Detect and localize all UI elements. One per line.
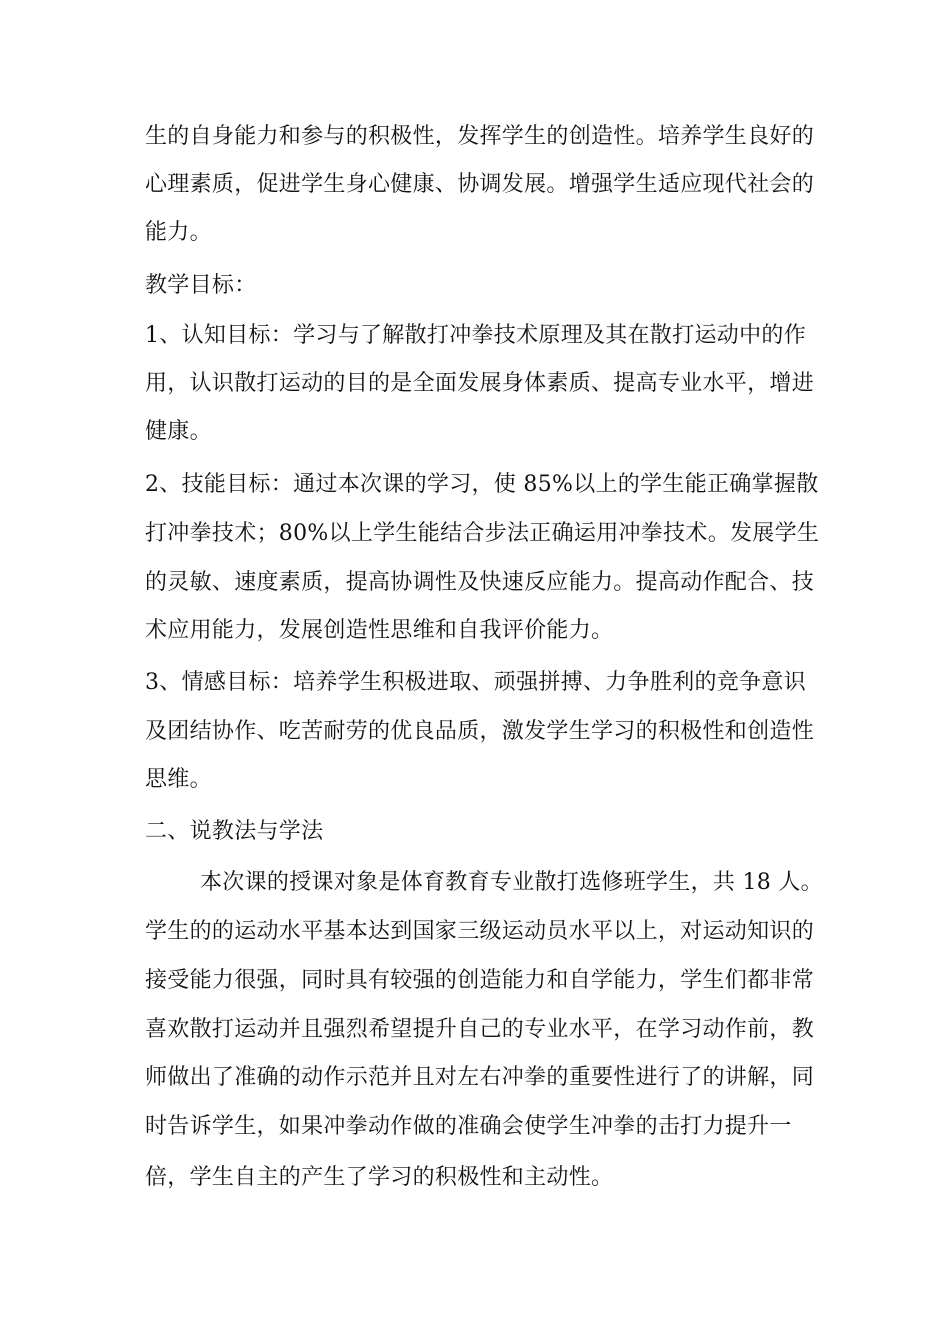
text-line: 本次课的授课对象是体育教育专业散打选修班学生，共 18 人。 bbox=[200, 870, 823, 895]
section-heading-methods: 二、说教法与学法 bbox=[145, 819, 324, 844]
text-line: 2、技能目标：通过本次课的学习，使 85%以上的学生能正确掌握散 bbox=[145, 472, 819, 497]
text-line: 1、认知目标：学习与了解散打冲拳技术原理及其在散打运动中的作 bbox=[145, 323, 806, 348]
text-line: 心理素质，促进学生身心健康、协调发展。增强学生适应现代社会的 bbox=[145, 172, 815, 197]
text-line: 师做出了准确的动作示范并且对左右冲拳的重要性进行了的讲解，同 bbox=[145, 1065, 815, 1090]
text-line: 3、情感目标：培养学生积极进取、顽强拼搏、力争胜利的竞争意识 bbox=[145, 670, 806, 695]
text-line: 思维。 bbox=[145, 767, 212, 792]
text-line: 时告诉学生，如果冲拳动作做的准确会使学生冲拳的击打力提升一 bbox=[145, 1114, 792, 1139]
text-line: 的灵敏、速度素质，提高协调性及快速反应能力。提高动作配合、技 bbox=[145, 570, 815, 595]
text-line: 用，认识散打运动的目的是全面发展身体素质、提高专业水平，增进 bbox=[145, 371, 815, 396]
text-line: 倍，学生自主的产生了学习的积极性和主动性。 bbox=[145, 1165, 614, 1190]
text-line: 能力。 bbox=[145, 220, 212, 245]
text-line: 术应用能力，发展创造性思维和自我评价能力。 bbox=[145, 618, 614, 643]
text-line: 喜欢散打运动并且强烈希望提升自己的专业水平，在学习动作前，教 bbox=[145, 1017, 815, 1042]
text-line: 健康。 bbox=[145, 419, 212, 444]
text-line: 接受能力很强，同时具有较强的创造能力和自学能力，学生们都非常 bbox=[145, 968, 815, 993]
text-line: 及团结协作、吃苦耐劳的优良品质，激发学生学习的积极性和创造性 bbox=[145, 719, 815, 744]
text-line: 生的自身能力和参与的积极性，发挥学生的创造性。培养学生良好的 bbox=[145, 124, 815, 149]
text-line: 学生的的运动水平基本达到国家三级运动员水平以上，对运动知识的 bbox=[145, 919, 815, 944]
text-line: 打冲拳技术；80%以上学生能结合步法正确运用冲拳技术。发展学生 bbox=[145, 521, 820, 546]
section-heading-teaching-goals: 教学目标： bbox=[145, 273, 257, 298]
